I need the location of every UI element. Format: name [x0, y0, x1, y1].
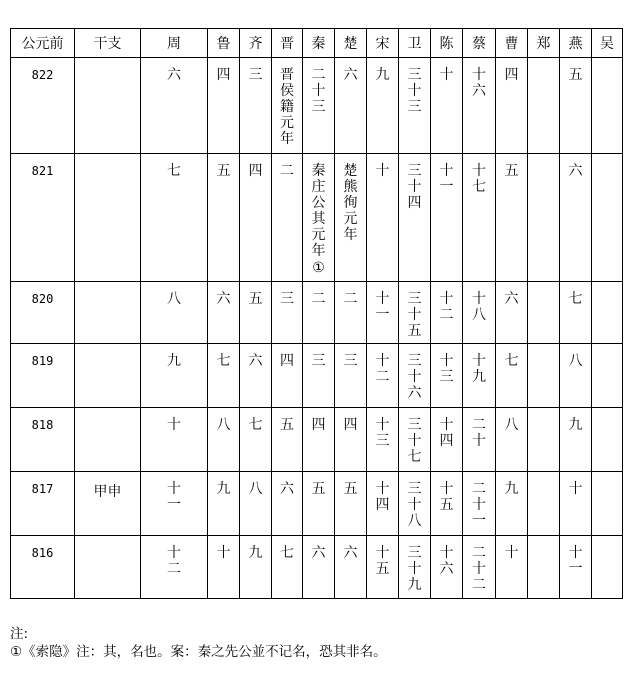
- cell-text: 十二: [167, 545, 181, 578]
- state-year-cell: [335, 58, 367, 154]
- ganzhi-cell: [75, 154, 141, 282]
- cell-text: 八: [568, 353, 583, 369]
- state-year-cell: [431, 154, 463, 282]
- state-year-cell: [303, 154, 335, 282]
- cell-text: 六: [280, 481, 294, 497]
- cell-text: 六: [343, 67, 358, 83]
- state-year-cell: [528, 154, 560, 282]
- state-year-cell: [463, 154, 496, 282]
- cell-text: 二十二: [472, 545, 486, 594]
- column-header: 蔡: [463, 29, 496, 58]
- state-year-cell: [208, 408, 240, 472]
- state-year-cell: [240, 58, 272, 154]
- year-cell: 821: [11, 154, 75, 282]
- state-year-cell: [303, 472, 335, 536]
- state-year-cell: [496, 282, 528, 344]
- cell-text: 秦庄公其元年①: [311, 163, 326, 276]
- cell-text: 九: [568, 417, 583, 433]
- cell-text: 十三: [375, 417, 390, 450]
- state-year-cell: [528, 408, 560, 472]
- table-row: [11, 58, 623, 154]
- state-year-cell: [272, 472, 303, 536]
- ganzhi-cell: [75, 58, 141, 154]
- cell-text: 十八: [472, 291, 486, 324]
- state-year-cell: [367, 472, 399, 536]
- column-header: 吴: [592, 29, 623, 58]
- state-year-cell: [303, 282, 335, 344]
- state-year-cell: [399, 344, 431, 408]
- year-cell: 822: [11, 58, 75, 154]
- cell-text: 五: [311, 481, 326, 497]
- table-row: [11, 536, 623, 599]
- state-year-cell: [141, 536, 208, 599]
- state-year-cell: [272, 344, 303, 408]
- cell-text: 七: [167, 163, 181, 179]
- cell-text: 十一: [568, 545, 583, 578]
- year-cell: 816: [11, 536, 75, 599]
- state-year-cell: [560, 282, 592, 344]
- cell-text: 六: [504, 291, 519, 307]
- state-year-cell: [141, 154, 208, 282]
- cell-text: 楚熊徇元年: [343, 163, 358, 244]
- cell-text: 六: [216, 291, 231, 307]
- cell-text: 三十九: [407, 545, 422, 594]
- ganzhi-cell: [75, 282, 141, 344]
- cell-text: 四: [311, 417, 326, 433]
- state-year-cell: [560, 154, 592, 282]
- ganzhi-cell: [75, 344, 141, 408]
- cell-text: 六: [311, 545, 326, 561]
- cell-text: 三十六: [407, 353, 422, 402]
- cell-text: 二十一: [472, 481, 486, 530]
- state-year-cell: [303, 536, 335, 599]
- state-year-cell: [208, 344, 240, 408]
- state-year-cell: [431, 408, 463, 472]
- state-year-cell: [335, 282, 367, 344]
- state-year-cell: [463, 472, 496, 536]
- cell-text: 三十三: [407, 67, 422, 116]
- ganzhi-cell: [75, 536, 141, 599]
- state-year-cell: [592, 408, 623, 472]
- state-year-cell: [496, 536, 528, 599]
- year-cell: 820: [11, 282, 75, 344]
- state-year-cell: [431, 344, 463, 408]
- cell-text: 六: [248, 353, 263, 369]
- state-year-cell: [240, 472, 272, 536]
- cell-text: 四: [216, 67, 231, 83]
- cell-text: 十一: [375, 291, 390, 324]
- state-year-cell: [528, 344, 560, 408]
- state-year-cell: [208, 58, 240, 154]
- state-year-cell: [367, 58, 399, 154]
- cell-text: 二十三: [311, 67, 326, 116]
- column-header: 干支: [75, 29, 141, 58]
- state-year-cell: [463, 536, 496, 599]
- table-row: [11, 344, 623, 408]
- state-year-cell: [528, 58, 560, 154]
- state-year-cell: [592, 344, 623, 408]
- cell-text: 九: [375, 67, 390, 83]
- table-body: [11, 58, 623, 599]
- cell-text: 十五: [439, 481, 454, 514]
- state-year-cell: [496, 408, 528, 472]
- state-year-cell: [431, 58, 463, 154]
- cell-text: 十: [375, 163, 390, 179]
- state-year-cell: [463, 408, 496, 472]
- cell-text: 九: [248, 545, 263, 561]
- cell-text: 三: [248, 67, 263, 83]
- column-header: 齐: [240, 29, 272, 58]
- state-year-cell: [335, 154, 367, 282]
- state-year-cell: [335, 344, 367, 408]
- ganzhi-cell: [75, 408, 141, 472]
- state-year-cell: [560, 472, 592, 536]
- cell-text: 十一: [439, 163, 454, 196]
- column-header: 楚: [335, 29, 367, 58]
- state-year-cell: [399, 154, 431, 282]
- state-year-cell: [367, 536, 399, 599]
- state-year-cell: [463, 282, 496, 344]
- state-year-cell: [141, 282, 208, 344]
- state-year-cell: [496, 472, 528, 536]
- state-year-cell: [303, 344, 335, 408]
- state-year-cell: [592, 472, 623, 536]
- cell-text: 三十四: [407, 163, 422, 212]
- cell-text: 十: [439, 67, 454, 83]
- cell-text: 三: [280, 291, 294, 307]
- cell-text: 三: [311, 353, 326, 369]
- cell-text: 七: [568, 291, 583, 307]
- state-year-cell: [272, 282, 303, 344]
- state-year-cell: [399, 472, 431, 536]
- state-year-cell: [335, 408, 367, 472]
- state-year-cell: [335, 472, 367, 536]
- cell-text: 五: [504, 163, 519, 179]
- column-header: 鲁: [208, 29, 240, 58]
- cell-text: 三: [343, 353, 358, 369]
- state-year-cell: [208, 472, 240, 536]
- state-year-cell: [141, 408, 208, 472]
- cell-text: 九: [504, 481, 519, 497]
- cell-text: 十一: [167, 481, 181, 514]
- cell-text: 五: [280, 417, 294, 433]
- header-row: [11, 29, 623, 58]
- year-cell: 817: [11, 472, 75, 536]
- cell-text: 四: [280, 353, 294, 369]
- state-year-cell: [272, 154, 303, 282]
- cell-text: 二: [280, 163, 294, 179]
- state-year-cell: [208, 282, 240, 344]
- state-year-cell: [303, 408, 335, 472]
- state-year-cell: [240, 154, 272, 282]
- state-year-cell: [272, 536, 303, 599]
- state-year-cell: [141, 58, 208, 154]
- chronology-table: [10, 28, 623, 599]
- cell-text: 二: [311, 291, 326, 307]
- column-header: 卫: [399, 29, 431, 58]
- note-item: ①《索隐》注：其，名也。案：秦之先公並不记名，恐其非名。: [10, 644, 387, 660]
- cell-text: 四: [248, 163, 263, 179]
- column-header: 公元前: [11, 29, 75, 58]
- state-year-cell: [399, 282, 431, 344]
- state-year-cell: [367, 282, 399, 344]
- cell-text: 七: [280, 545, 294, 561]
- state-year-cell: [208, 536, 240, 599]
- state-year-cell: [431, 536, 463, 599]
- cell-text: 十四: [439, 417, 454, 450]
- cell-text: 十: [216, 545, 231, 561]
- column-header: 郑: [528, 29, 560, 58]
- state-year-cell: [496, 154, 528, 282]
- state-year-cell: [272, 58, 303, 154]
- column-header: 陈: [431, 29, 463, 58]
- column-header: 燕: [560, 29, 592, 58]
- cell-text: 五: [248, 291, 263, 307]
- table-row: [11, 408, 623, 472]
- cell-text: 五: [568, 67, 583, 83]
- cell-text: 二: [343, 291, 358, 307]
- state-year-cell: [399, 536, 431, 599]
- state-year-cell: [431, 282, 463, 344]
- state-year-cell: [528, 472, 560, 536]
- state-year-cell: [367, 408, 399, 472]
- cell-text: 十二: [439, 291, 454, 324]
- cell-text: 八: [216, 417, 231, 433]
- state-year-cell: [141, 472, 208, 536]
- cell-text: 九: [216, 481, 231, 497]
- state-year-cell: [592, 282, 623, 344]
- cell-text: 十六: [472, 67, 486, 100]
- state-year-cell: [141, 344, 208, 408]
- cell-text: 十二: [375, 353, 390, 386]
- state-year-cell: [240, 408, 272, 472]
- state-year-cell: [528, 282, 560, 344]
- cell-text: 六: [343, 545, 358, 561]
- state-year-cell: [496, 58, 528, 154]
- table-row: [11, 472, 623, 536]
- state-year-cell: [560, 58, 592, 154]
- cell-text: 八: [504, 417, 519, 433]
- state-year-cell: [303, 58, 335, 154]
- state-year-cell: [367, 344, 399, 408]
- state-year-cell: [592, 536, 623, 599]
- state-year-cell: [208, 154, 240, 282]
- cell-text: 十九: [472, 353, 486, 386]
- state-year-cell: [240, 282, 272, 344]
- state-year-cell: [528, 536, 560, 599]
- cell-text: 五: [343, 481, 358, 497]
- cell-text: 八: [248, 481, 263, 497]
- state-year-cell: [560, 536, 592, 599]
- notes-section: [10, 625, 387, 661]
- column-header: 宋: [367, 29, 399, 58]
- cell-text: 十: [167, 417, 181, 433]
- state-year-cell: [560, 408, 592, 472]
- cell-text: 四: [343, 417, 358, 433]
- cell-text: 三十七: [407, 417, 422, 466]
- cell-text: 十七: [472, 163, 486, 196]
- notes-heading: 注:: [10, 626, 29, 642]
- state-year-cell: [335, 536, 367, 599]
- state-year-cell: [560, 344, 592, 408]
- cell-text: 五: [216, 163, 231, 179]
- cell-text: 四: [504, 67, 519, 83]
- cell-text: 二十: [472, 417, 486, 450]
- cell-text: 七: [216, 353, 231, 369]
- cell-text: 十: [504, 545, 519, 561]
- column-header: 晋: [272, 29, 303, 58]
- cell-text: 六: [568, 163, 583, 179]
- column-header: 曹: [496, 29, 528, 58]
- state-year-cell: [496, 344, 528, 408]
- cell-text: 晋侯籍元年: [280, 67, 294, 148]
- state-year-cell: [431, 472, 463, 536]
- state-year-cell: [367, 154, 399, 282]
- state-year-cell: [240, 344, 272, 408]
- cell-text: 十三: [439, 353, 454, 386]
- cell-text: 七: [248, 417, 263, 433]
- cell-text: 三十八: [407, 481, 422, 530]
- cell-text: 七: [504, 353, 519, 369]
- state-year-cell: [463, 344, 496, 408]
- cell-text: 十六: [439, 545, 454, 578]
- year-cell: 819: [11, 344, 75, 408]
- ganzhi-cell: 甲申: [75, 472, 141, 536]
- cell-text: 十四: [375, 481, 390, 514]
- state-year-cell: [399, 408, 431, 472]
- table-row: [11, 282, 623, 344]
- cell-text: 十五: [375, 545, 390, 578]
- state-year-cell: [592, 58, 623, 154]
- state-year-cell: [399, 58, 431, 154]
- cell-text: 八: [167, 291, 181, 307]
- state-year-cell: [463, 58, 496, 154]
- table-row: [11, 154, 623, 282]
- state-year-cell: [272, 408, 303, 472]
- column-header: 周: [141, 29, 208, 58]
- year-cell: 818: [11, 408, 75, 472]
- column-header: 秦: [303, 29, 335, 58]
- cell-text: 十: [568, 481, 583, 497]
- cell-text: 三十五: [407, 291, 422, 340]
- cell-text: 九: [167, 353, 181, 369]
- state-year-cell: [240, 536, 272, 599]
- cell-text: 六: [167, 67, 181, 83]
- state-year-cell: [592, 154, 623, 282]
